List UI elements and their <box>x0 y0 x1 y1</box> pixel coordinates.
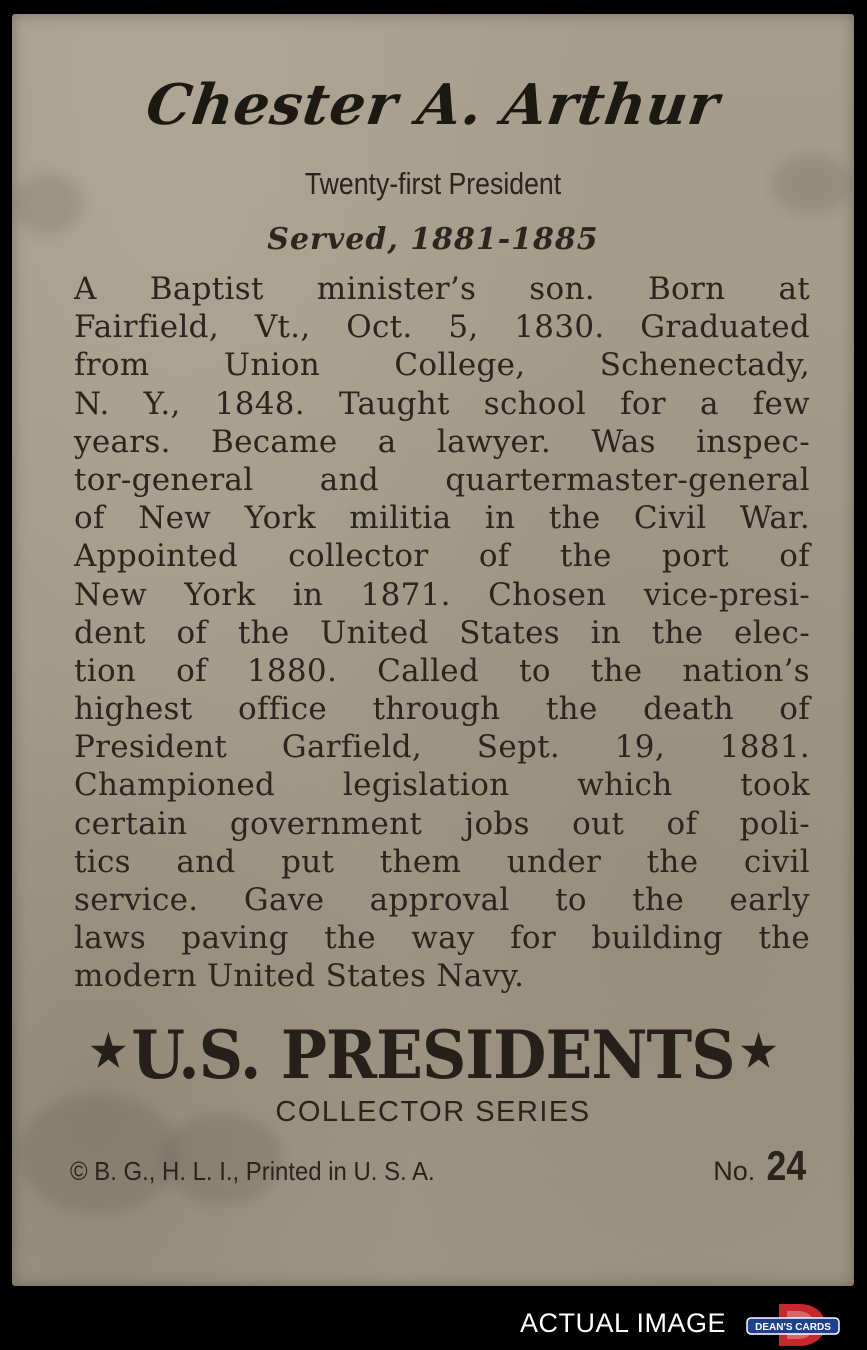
card-number-value: 24 <box>766 1142 807 1189</box>
biography-line: Appointed collector of the port of <box>74 538 810 575</box>
biography-line: A Baptist minister’s son. Born at <box>74 271 810 307</box>
trading-card-back <box>12 14 854 1286</box>
biography-line: of New York militia in the Civil War. <box>74 500 810 537</box>
biography-line: Championed legislation which took <box>74 767 810 804</box>
biography-line: N. Y., 1848. Taught school for a few <box>74 385 810 422</box>
biography-line: tor-general and quartermaster-general <box>74 461 810 498</box>
card-number <box>713 1142 810 1190</box>
card-number-label: No. <box>713 1156 756 1186</box>
series-subtitle: COLLECTOR SERIES <box>275 1096 591 1128</box>
biography-line: highest office through the death of <box>74 691 810 728</box>
biography-line: President Garfield, Sept. 19, 1881. <box>74 729 810 766</box>
copyright-notice: © B. G., H. L. I., Printed in U. S. A. <box>70 1156 435 1186</box>
biography-line: from Union College, Schenectady, <box>74 347 810 384</box>
biography-text <box>74 270 810 996</box>
biography-line: tion of 1880. Called to the nation’s <box>74 652 810 689</box>
president-name: Chester A. Arthur <box>142 72 724 138</box>
biography-line: certain government jobs out of poli- <box>74 805 810 842</box>
deans-cards-logo <box>745 1302 841 1348</box>
series-title-text: U.S. PRESIDENTS <box>131 1016 735 1094</box>
office-title: Twenty-first President <box>304 166 562 201</box>
biography-line: New York in 1871. Chosen vice-presi- <box>74 576 810 613</box>
biography-line: dent of the United States in the elec- <box>74 614 810 651</box>
biography-line: modern United States Navy. <box>74 958 525 995</box>
biography-line: Fairfield, Vt., Oct. 5, 1830. Graduated <box>74 309 810 346</box>
series-title <box>41 1016 824 1094</box>
actual-image-label: ACTUAL IMAGE <box>520 1308 727 1338</box>
biography-line: laws paving the way for building the <box>74 920 810 957</box>
star-icon: ★ <box>740 1026 776 1077</box>
star-icon: ★ <box>90 1026 126 1077</box>
logo-text: DEAN'S CARDS <box>755 1322 831 1333</box>
biography-line: service. Gave approval to the early <box>74 882 810 918</box>
term-served: Served, 1881-1885 <box>267 222 599 257</box>
biography-line: years. Became a lawyer. Was inspec- <box>74 423 810 460</box>
biography-line: tics and put them under the civil <box>74 843 810 880</box>
